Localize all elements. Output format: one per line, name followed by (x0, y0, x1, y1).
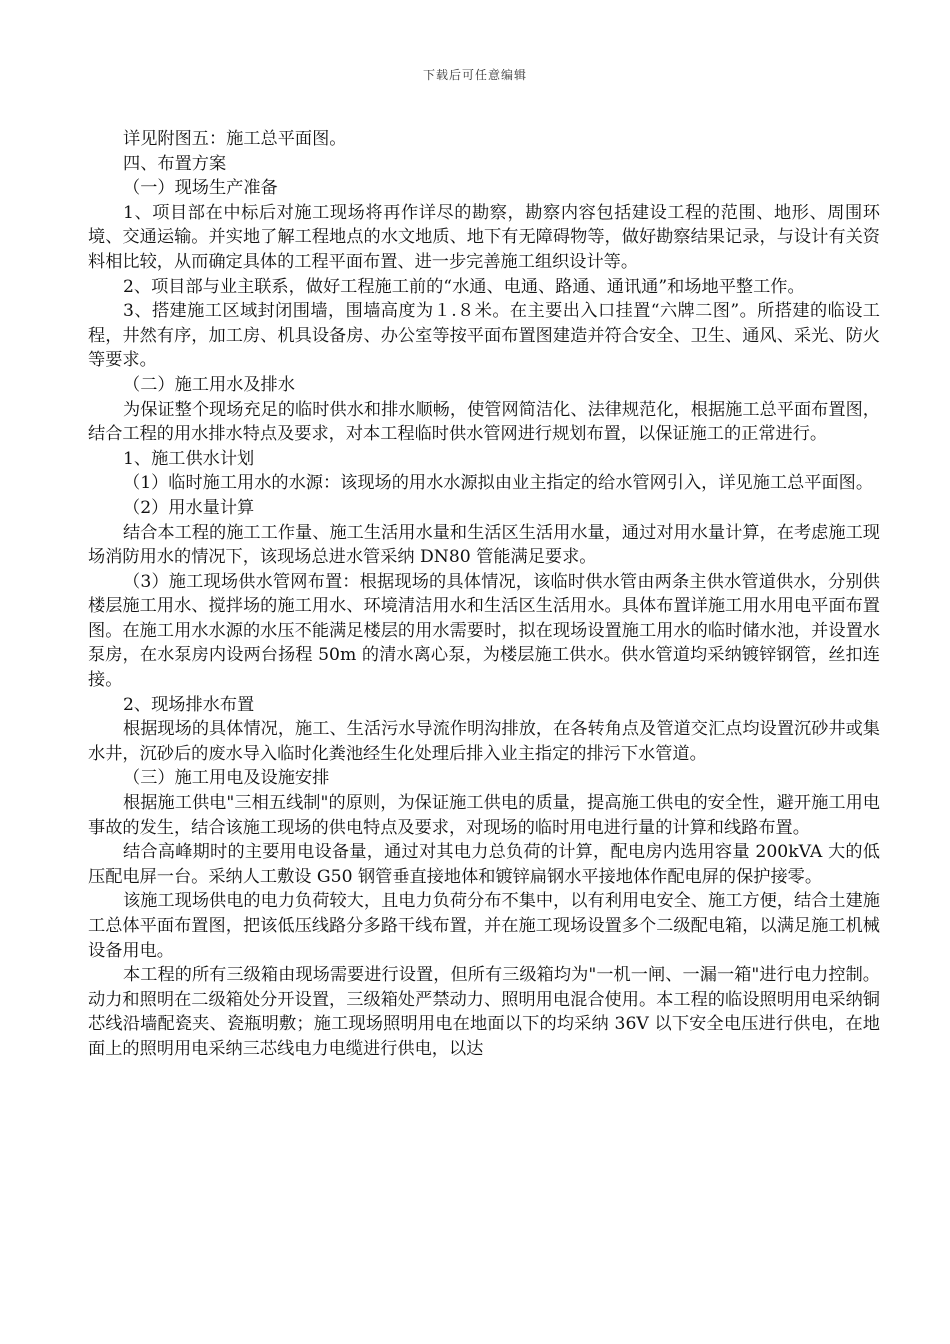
paragraph-electricity-principle: 根据施工供电"三相五线制"的原则，为保证施工供电的质量，提高施工供电的安全性，避开施工用电事故的发生，结合该施工现场的供电特点及要求，对现场的临时用电进行量的计算和线路布置。 (88, 793, 880, 838)
heading-drainage: 2、现场排水布置 (123, 694, 255, 715)
paragraph-site-survey: 1、项目部在中标后对施工现场将再作详尽的勘察，勘察内容包括建设工程的范围、地形、周围环境、交通运输。并实地了解工程地点的水文地质、地下有无障碍物等，做好勘察结果记录，与设计有关资料相比较，从而确定具体的工程平面布置、进一步完善施工组织设计等。 (88, 202, 880, 272)
paragraph-drainage: 根据现场的具体情况，施工、生活污水导流作明沟排放，在各转角点及管道交汇点均设置沉砂井或集水井，沉砂后的废水导入临时化粪池经生化处理后排入业主指定的排污下水管道。 (88, 719, 880, 764)
section-heading-layout-plan: 四、布置方案 (123, 153, 227, 174)
subsection-heading-electricity: （三）施工用电及设施安排 (123, 768, 330, 789)
document-body (88, 127, 880, 1062)
paragraph-water-calculation: 结合本工程的施工工作量、施工生活用水量和生活区生活用水量，通过对用水量计算，在考虑施工现场消防用水的情况下，该现场总进水管采纳 DN80 管能满足要求。 (88, 522, 880, 568)
paragraph-power-distribution: 该施工现场供电的电力负荷较大，且电力负荷分布不集中，以有利用电安全、施工方便，结合土建施工总体平面布置图，把该低压线路分多路干线布置，并在施工现场设置多个二级配电箱，以满足施工机械设备用电。 (88, 891, 880, 961)
paragraph-distribution-boxes: 本工程的所有三级箱由现场需要进行设置，但所有三级箱均为"一机一闸、一漏一箱"进行电力控制。动力和照明在二级箱处分开设置，三级箱处严禁动力、照明用电混合使用。本工程的临设照明用电采纳铜芯线沿墙配瓷夹、瓷瓶明敷；施工现场照明用电在地面以下的均采纳 36V 以下安全电压进行供电，在地面上的照明用电采纳三芯线电力电缆进行供电，以达 (88, 965, 880, 1059)
paragraph-owner-contact: 2、项目部与业主联系，做好工程施工前的“水通、电通、路通、通讯通”和场地平整工作。 (123, 276, 805, 297)
paragraph-water-source: （1）临时施工用水的水源：该现场的用水水源拟由业主指定的给水管网引入，详见施工总平面图。 (123, 473, 874, 494)
paragraph-water-intro: 为保证整个现场充足的临时供水和排水顺畅，使管网简洁化、法律规范化，根据施工总平面布置图，结合工程的用水排水特点及要求，对本工程临时供水管网进行规划布置，以保证施工的正常进行。 (88, 399, 880, 445)
page-header: 下载后可任意编辑 (422, 68, 527, 82)
heading-water-supply-plan: 1、施工供水计划 (123, 448, 255, 469)
paragraph-see-figure: 详见附图五：施工总平面图。 (123, 129, 347, 149)
subsection-heading-site-preparation: （一）现场生产准备 (123, 178, 278, 199)
subsection-heading-water: （二）施工用水及排水 (123, 374, 295, 395)
paragraph-enclosure-wall: 3、搭建施工区域封闭围墙，围墙高度为１.８米。在主要出入口挂置“六牌二图”。所搭建的临设工程，井然有序，加工房、机具设备房、办公室等按平面布置图建造并符合安全、卫生、通风、采光、防火等要求。 (88, 301, 880, 371)
paragraph-power-capacity: 结合高峰期时的主要用电设备量，通过对其电力总负荷的计算，配电房内选用容量 200kVA 大的低压配电屏一台。采纳人工敷设 G50 钢管垂直接地体和镀锌扁钢水平接地体作配电屏的保护接零。 (88, 842, 880, 887)
paragraph-water-network: （3）施工现场供水管网布置：根据现场的具体情况，该临时供水管由两条主供水管道供水，分别供楼层施工用水、搅拌场的施工用水、环境清洁用水和生活区生活用水。具体布置详施工用水用电平面布置图。在施工用水水源的水压不能满足楼层的用水需要时，拟在现场设置施工用水的临时储水池，并设置水泵房，在水泵房内设两台扬程 50m 的清水离心泵，为楼层施工供水。供水管道均采纳镀锌钢管，丝扣连接。 (88, 571, 880, 691)
heading-water-calculation: （2）用水量计算 (123, 497, 255, 518)
